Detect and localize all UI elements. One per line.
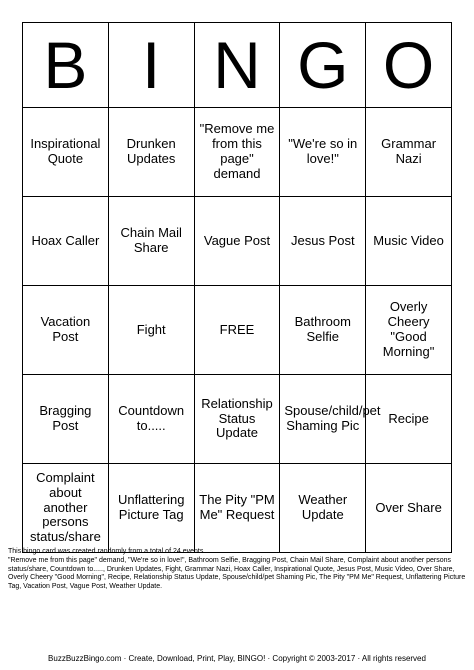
header-letter-i: I — [108, 23, 194, 108]
bingo-cell: Overly Cheery "Good Morning" — [366, 286, 452, 375]
bingo-row — [23, 286, 452, 375]
bingo-cell: Over Share — [366, 464, 452, 553]
header-letter-b: B — [23, 23, 109, 108]
bingo-row — [23, 197, 452, 286]
header-letter-g: G — [280, 23, 366, 108]
bingo-cell: Bragging Post — [23, 375, 109, 464]
bingo-cell: Jesus Post — [280, 197, 366, 286]
footnote-intro: This bingo card was created randomly from a total of 24 events. — [8, 548, 206, 555]
bingo-card — [22, 22, 452, 553]
event-list-footnote — [8, 548, 468, 592]
bingo-cell: Relationship Status Update — [194, 375, 280, 464]
bingo-cell: Unflattering Picture Tag — [108, 464, 194, 553]
header-letter-n: N — [194, 23, 280, 108]
bingo-cell: Vague Post — [194, 197, 280, 286]
bingo-cell: Recipe — [366, 375, 452, 464]
bingo-cell: Bathroom Selfie — [280, 286, 366, 375]
bingo-cell: Grammar Nazi — [366, 108, 452, 197]
bingo-cell: Drunken Updates — [108, 108, 194, 197]
footnote-event-list: "Remove me from this page" demand, "We're so in love!", Bathroom Selfie, Bragging Post, Chain Mail Share, Complaint about another persons status/share, Countdown to....., Drunken Updates, Fight, Grammar Nazi, Hoax Caller, Inspirational Quote, Jesus Post, Music Video, Over Share, Overly Cheery "Good Morning", Recipe, Relationship Status Update, Spouse/child/pet Shaming Pic, The Pity "PM Me" Request, Unflattering Picture Tag, Vacation Post, Vague Post, Weather Update. — [8, 556, 466, 590]
bingo-cell: Spouse/child/pet Shaming Pic — [280, 375, 366, 464]
bingo-cell: The Pity "PM Me" Request — [194, 464, 280, 553]
bingo-row — [23, 108, 452, 197]
bingo-cell: Inspirational Quote — [23, 108, 109, 197]
site-footer: BuzzBuzzBingo.com · Create, Download, Print, Play, BINGO! · Copyright © 2003-2017 · All rights reserved — [48, 654, 426, 663]
header-row — [23, 23, 452, 108]
header-letter-o: O — [366, 23, 452, 108]
bingo-row — [23, 375, 452, 464]
bingo-cell: Music Video — [366, 197, 452, 286]
free-space-cell: FREE — [194, 286, 280, 375]
bingo-cell: Vacation Post — [23, 286, 109, 375]
bingo-cell: Fight — [108, 286, 194, 375]
bingo-cell: Weather Update — [280, 464, 366, 553]
bingo-cell: Complaint about another persons status/share — [23, 464, 109, 553]
bingo-cell: "We're so in love!" — [280, 108, 366, 197]
bingo-cell: Hoax Caller — [23, 197, 109, 286]
bingo-cell: Chain Mail Share — [108, 197, 194, 286]
bingo-row — [23, 464, 452, 553]
bingo-cell: "Remove me from this page" demand — [194, 108, 280, 197]
bingo-cell: Countdown to..... — [108, 375, 194, 464]
